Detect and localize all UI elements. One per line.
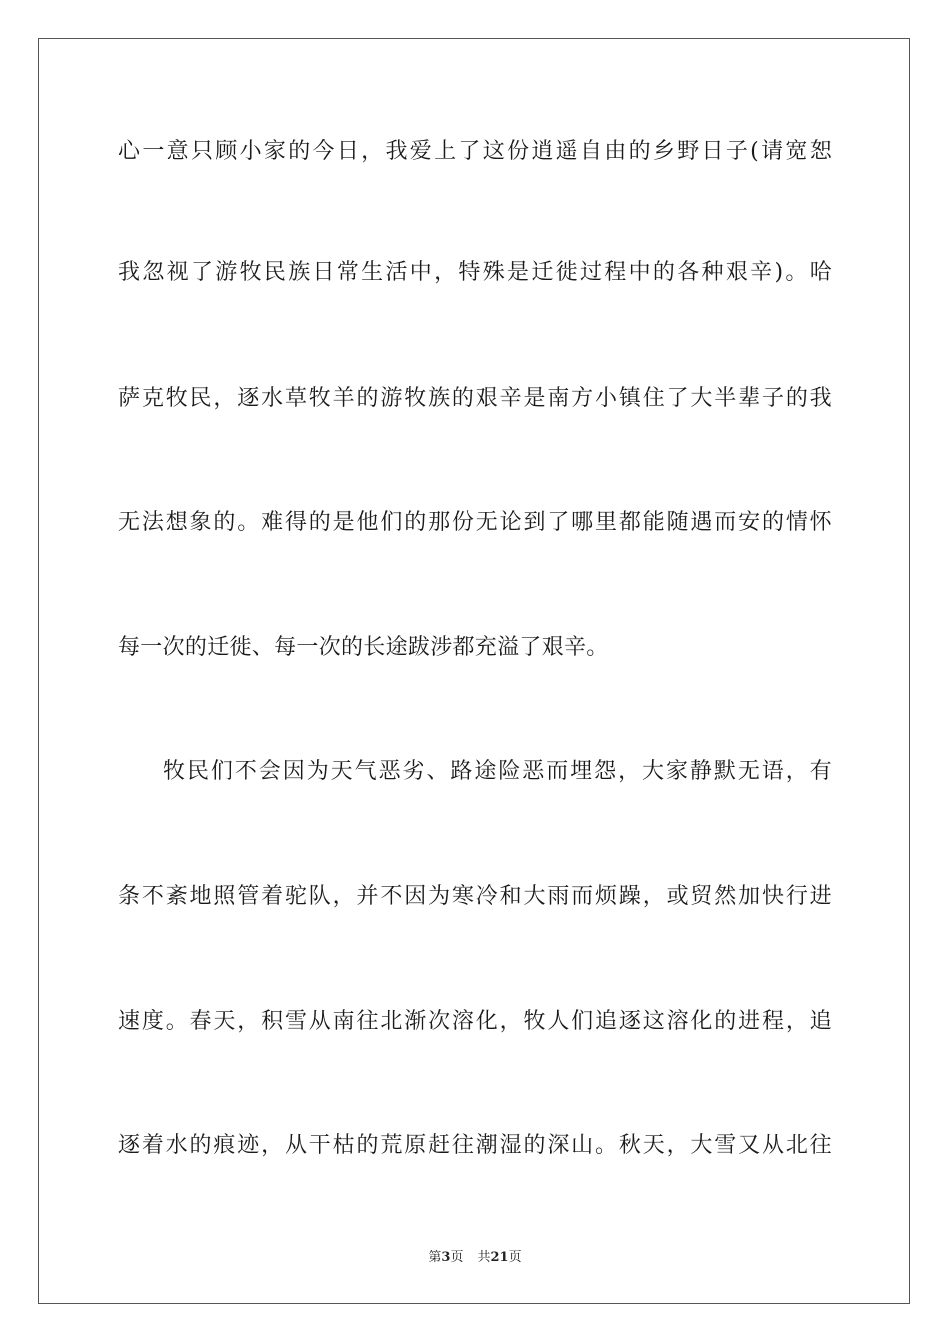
page-number: 第3页 [428, 1250, 464, 1265]
text-line-3: 萨克牧民，逐水草牧羊的游牧族的艰辛是南方小镇住了大半辈子的我 [118, 386, 832, 411]
text-line-8: 速度。春天，积雪从南往北渐次溶化，牧人们追逐这溶化的进程，追 [118, 1009, 832, 1034]
page-total: 共21页 [477, 1250, 522, 1265]
paragraph-2-line-1: 牧民们不会因为天气恶劣、路途险恶而埋怨，大家静默无语，有 [163, 759, 832, 784]
text-line-2: 我忽视了游牧民族日常生活中，特殊是迁徙过程中的各种艰辛)。哈 [118, 260, 832, 285]
text-line-9: 逐着水的痕迹，从干枯的荒原赶往潮湿的深山。秋天，大雪又从北往 [118, 1133, 832, 1158]
text-line-7: 条不紊地照管着驼队，并不因为寒冷和大雨而烦躁，或贸然加快行进 [118, 884, 832, 909]
text-line-4: 无法想象的。难得的是他们的那份无论到了哪里都能随遇而安的情怀 [118, 510, 832, 535]
page-footer [0, 1246, 950, 1265]
text-line-5: 每一次的迁徙、每一次的长途跋涉都充溢了艰辛。 [118, 635, 609, 660]
page-border [38, 38, 910, 1304]
text-line-1: 心一意只顾小家的今日，我爱上了这份逍遥自由的乡野日子(请宽恕 [118, 139, 832, 164]
